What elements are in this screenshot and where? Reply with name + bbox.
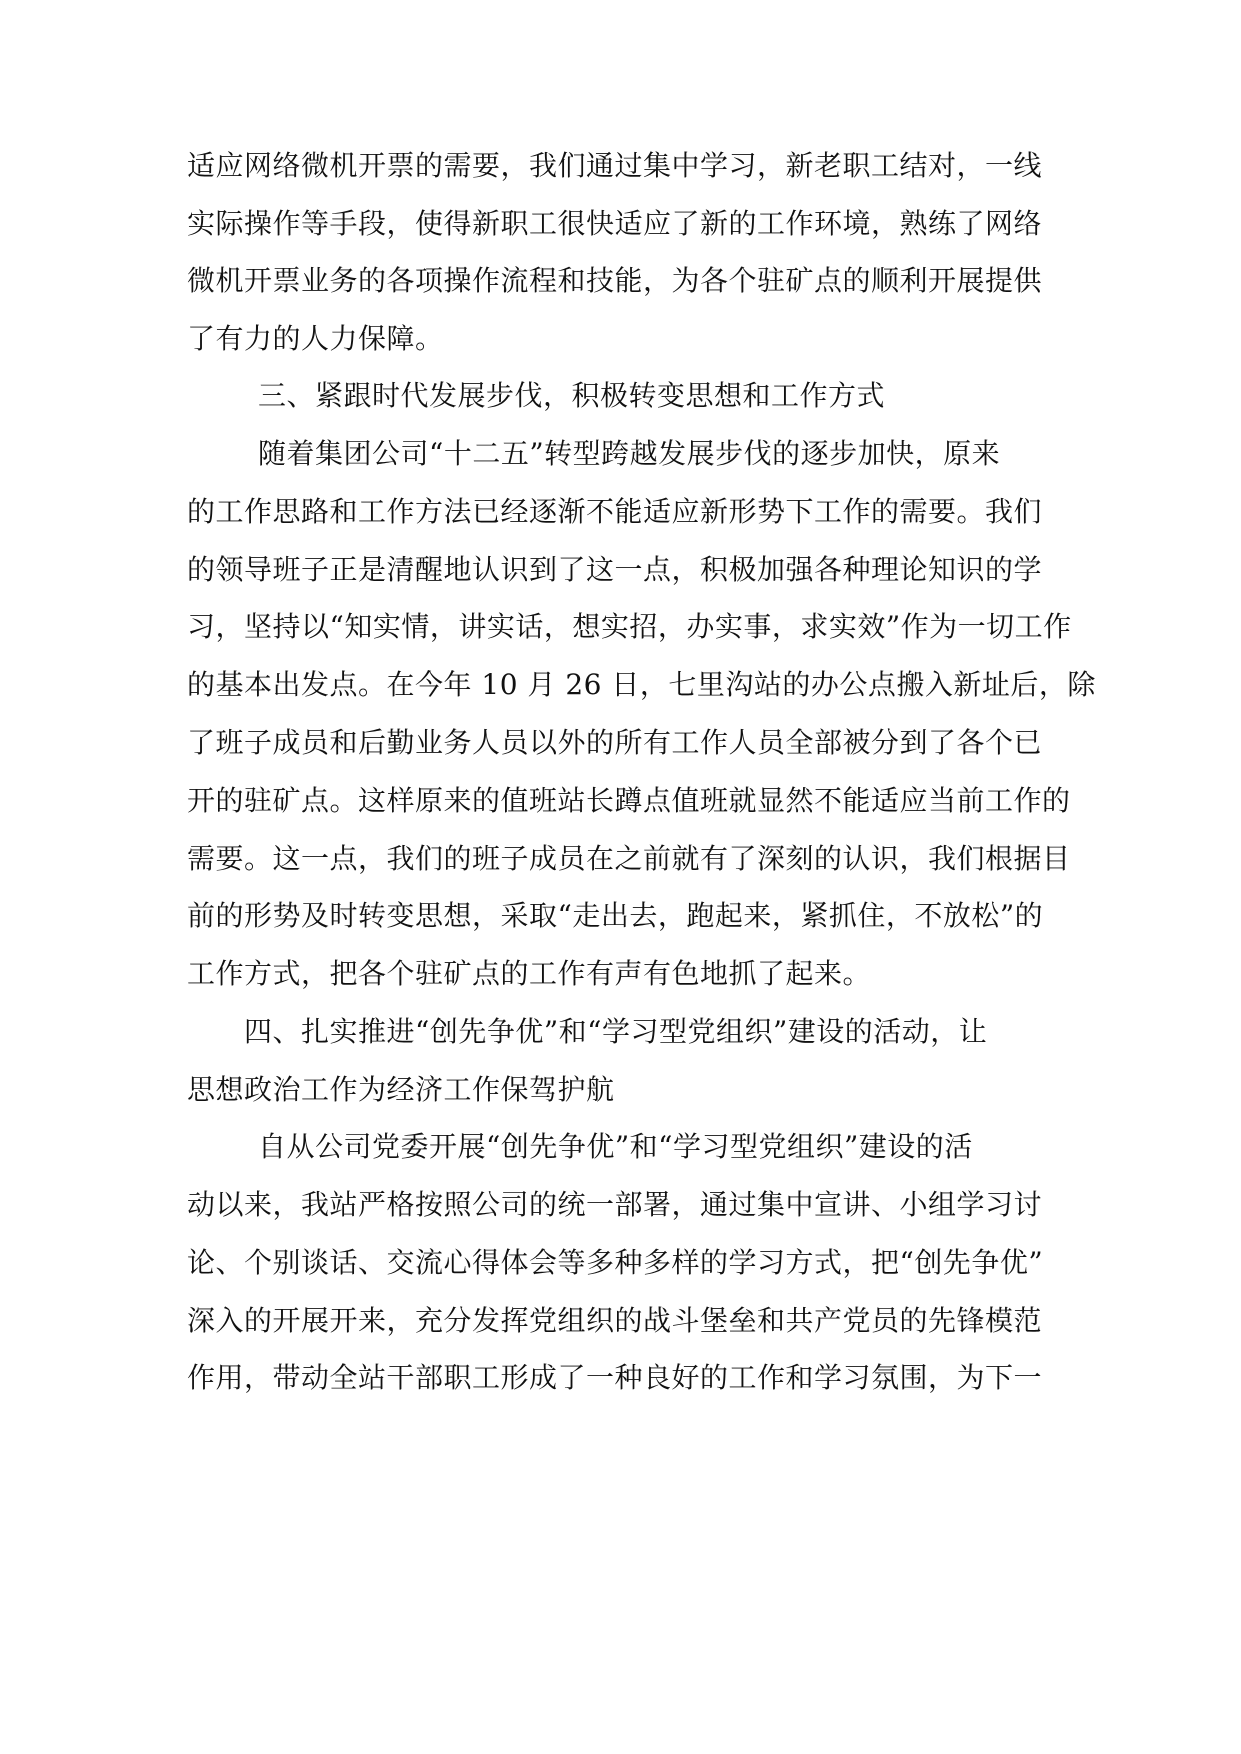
body-line: 实际操作等手段，使得新职工很快适应了新的工作环境，熟练了网络: [187, 207, 1043, 240]
body-line: 的基本出发点。在今年 10 月 26 日，七里沟站的办公点搬入新址后，除: [187, 668, 1096, 701]
body-line: 微机开票业务的各项操作流程和技能，为各个驻矿点的顺利开展提供: [187, 264, 1043, 297]
body-line: 的工作思路和工作方法已经逐渐不能适应新形势下工作的需要。我们: [187, 495, 1043, 528]
body-line: 作用，带动全站干部职工形成了一种良好的工作和学习氛围，为下一: [187, 1361, 1043, 1394]
body-line: 需要。这一点，我们的班子成员在之前就有了深刻的认识，我们根据目: [187, 842, 1071, 875]
body-line: 深入的开展开来，充分发挥党组织的战斗堡垒和共产党员的先锋模范: [187, 1304, 1043, 1337]
body-line: 适应网络微机开票的需要，我们通过集中学习，新老职工结对，一线: [187, 149, 1043, 182]
body-line: 开的驻矿点。这样原来的值班站长蹲点值班就显然不能适应当前工作的: [187, 784, 1071, 817]
body-line: 论、个别谈话、交流心得体会等多种多样的学习方式，把“创先争优”: [187, 1246, 1044, 1279]
body-line: 工作方式，把各个驻矿点的工作有声有色地抓了起来。: [187, 957, 872, 990]
body-line: 习，坚持以“知实情，讲实话，想实招，办实事，求实效”作为一切工作: [187, 610, 1072, 643]
body-line: 的领导班子正是清醒地认识到了这一点，积极加强各种理论知识的学: [187, 553, 1043, 586]
body-line: 前的形势及时转变思想，采取“走出去，跑起来，紧抓住，不放松”的: [187, 899, 1044, 932]
body-line: 了有力的人力保障。: [187, 322, 444, 355]
body-line: 了班子成员和后勤业务人员以外的所有工作人员全部被分到了各个已: [187, 726, 1043, 759]
section-heading: 三、紧跟时代发展步伐，积极转变思想和工作方式: [258, 379, 886, 412]
section-heading-continued: 思想政治工作为经济工作保驾护航: [187, 1073, 615, 1106]
body-line: 随着集团公司“十二五”转型跨越发展步伐的逐步加快，原来: [258, 437, 1001, 470]
section-heading: 四、扎实推进“创先争优”和“学习型党组织”建设的活动，让: [244, 1015, 988, 1048]
body-line: 自从公司党委开展“创先争优”和“学习型党组织”建设的活: [258, 1130, 973, 1163]
body-line: 动以来，我站严格按照公司的统一部署，通过集中宣讲、小组学习讨: [187, 1188, 1043, 1221]
